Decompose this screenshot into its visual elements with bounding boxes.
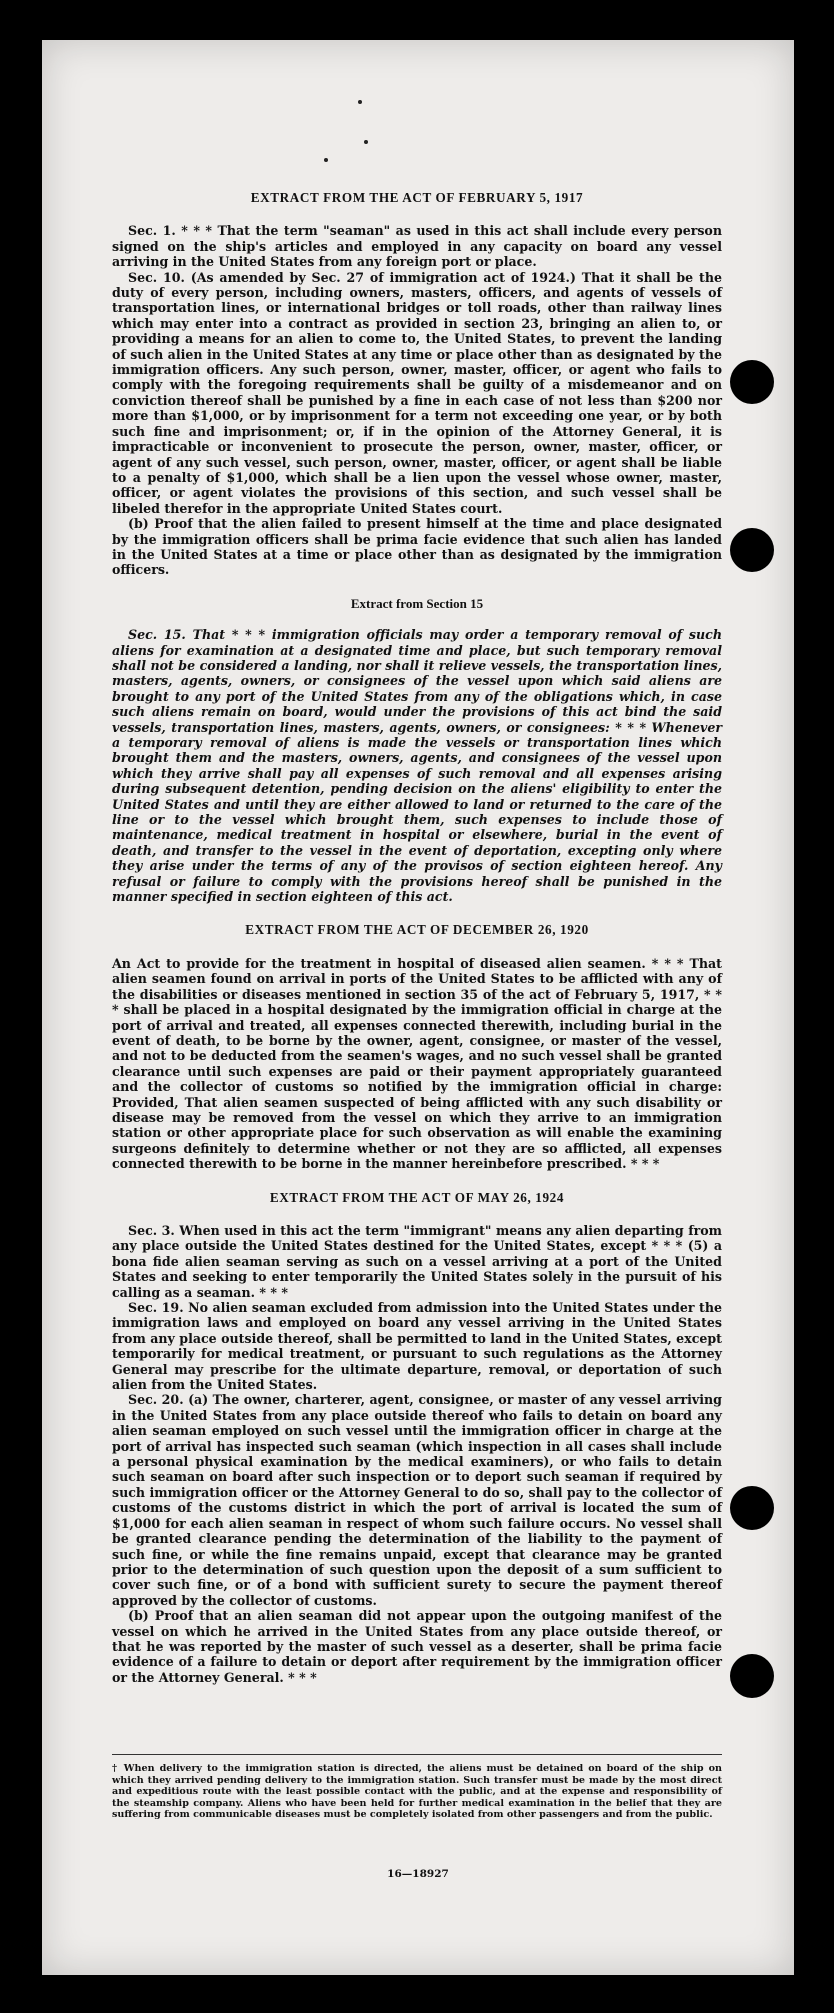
punch-hole [730,1654,774,1698]
section-heading: EXTRACT FROM THE ACT OF FEBRUARY 5, 1917 [250,190,584,205]
bleed-through-text [564,58,714,148]
section-heading: Extract from Section 15 [350,595,484,611]
paragraph: (b) Proof that an alien seaman did not appear upon the outgoing manifest of the vessel on which he arrived in the United States from any place outside thereof, or that he was reported by the master of such vessel as a deserter, shall be prima facie evidence of a failure to detain or deport after requirement by the immigration officer or the Attorney General. * * * [112,1608,722,1685]
document-page [42,40,794,1975]
punch-hole [730,1486,774,1530]
footnote: † When delivery to the immigration station is directed, the aliens must be detained on board of the ship on which they arrived pending delivery to the immigration station. Such transfer must be made by the most direct and expeditious route with the least possible contact with the public, and at the expense and responsibility of the steamship company. Aliens who have been held for further medical examination in the belief that they are suffering from communicable diseases must be completely isolated from other passengers and from the public. [112,1754,722,1821]
punch-hole [730,528,774,572]
speck [358,100,362,104]
section-heading: EXTRACT FROM THE ACT OF DECEMBER 26, 1920 [245,922,589,938]
section-act-1917 [112,190,722,578]
paragraph: (b) Proof that the alien failed to present himself at the time and place designated by the immigration officers shall be prima facie evidence that such alien has landed in the United States at a time or place other than as designated by the immigration officers. [112,516,722,578]
document-body [112,190,722,1691]
section-act-1920 [112,922,722,1171]
speck [364,140,368,144]
paragraph: Sec. 1. * * * That the term "seaman" as used in this act shall include every person signed on the ship's articles and employed in any capacity on board any vessel arriving in the United States from any foreign port or place. [112,223,722,270]
paragraph: Sec. 10. (As amended by Sec. 27 of immigration act of 1924.) That it shall be the duty of every person, including owners, masters, officers, and agents of vessels of transportation lines, or international bridges or toll roads, other than railway lines which may enter into a contract as provided in section 23, bringing an alien to, or providing a means for an alien to come to, the United States, to prevent the landing of such alien in the United States at any time or place other than as designated by the immigration officers. Any such person, owner, master, officer, or agent who fails to comply with the foregoing requirements shall be guilty of a misdemeanor and on conviction thereof shall be punished by a fine in each case of not less than $200 nor more than $1,000, or by imprisonment for a term not exceeding one year, or by both such fine and imprisonment; or, if in the opinion of the Attorney General, it is impracticable or inconvenient to prosecute the person, owner, master, officer, or agent of any such vessel, such person, owner, master, officer, or agent shall be liable to a penalty of $1,000, which shall be a lien upon the vessel whose owner, master, officer, or agent violates the provisions of this section, and such vessel shall be libeled therefor in the appropriate United States court. [112,269,722,516]
paragraph: Sec. 19. No alien seaman excluded from admission into the United States under the immigration laws and employed on board any vessel arriving in the United States from any place outside thereof, shall be permitted to land in the United States, except temporarily for medical treatment, or pursuant to such regulations as the Attorney General may prescribe for the ultimate departure, removal, or deportation of such alien from the United States. [112,1300,722,1393]
paragraph: Sec. 15. That * * * immigration officials may order a temporary removal of such aliens for examination at a designated time and place, but such temporary removal shall not be considered a landing, nor shall it relieve vessels, the transportation lines, masters, agents, owners, or consignees of the vessel upon which said aliens are brought to any port of the United States from any of the obligations which, in case such aliens remain on board, would under the provisions of this act bind the said vessels, transportation lines, masters, agents, owners, or consignees: * * * Whenever a temporary removal of aliens is made the vessels or transportation lines which brought them and the masters, owners, agents, and consignees of the vessel upon which they arrive shall pay all expenses of such removal and all expenses arising during subsequent detention, pending decision on the aliens' eligibility to enter the United States and until they are either allowed to land or returned to the care of the line or to the vessel which brought them, such expenses to include those of maintenance, medical treatment in hospital or elsewhere, burial in the event of death, and transfer to the vessel in the event of deportation, excepting only where they arise under the terms of any of the provisos of section eighteen hereof. Any refusal or failure to comply with the provisions hereof shall be punished in the manner specified in section eighteen of this act. [112,627,722,905]
speck [324,158,328,162]
section-heading: EXTRACT FROM THE ACT OF MAY 26, 1924 [269,1189,565,1205]
punch-hole [730,360,774,404]
paragraph: Sec. 3. When used in this act the term "immigrant" means any alien departing from any place outside the United States destined for the United States, except * * * (5) a bona fide alien seaman serving as such on a vessel arriving at a port of the United States and seeking to enter temporarily the United States solely in the pursuit of his calling as a seaman. * * * [112,1222,722,1300]
paragraph: An Act to provide for the treatment in hospital of diseased alien seamen. * * * That alien seamen found on arrival in ports of the United States to be afflicted with any of the disabilities or diseases mentioned in section 35 of the act of February 5, 1917, * * * shall be placed in a hospital designated by the immigration official in charge at the port of arrival and treated, all expenses connected therewith, including burial in the event of death, to be borne by the owner, agent, consignee, or master of the vessel, and not to be deducted from the seamen's wages, and no such vessel shall be granted clearance until such expenses are paid or their payment appropriately guaranteed and the collector of customs so notified by the immigration official in charge: Provided, That alien seamen suspected of being afflicted with any such disability or disease may be removed from the vessel on which they arrive to an immigration station or other appropriate place for such observation as will enable the examining surgeons definitely to determine whether or not they are so afflicted, all expenses connected therewith to be borne in the manner hereinbefore prescribed. * * * [112,955,722,1172]
section-extract-15 [112,596,722,905]
section-act-1924 [112,1190,722,1686]
paragraph: Sec. 20. (a) The owner, charterer, agent, consignee, or master of any vessel arriving in the United States from any place outside thereof who fails to detain on board any alien seaman employed on such vessel until the immigration officer in charge at the port of arrival has inspected such seaman (which inspection in all cases shall include a personal physical examination by the medical examiners), or who fails to detain such seaman on board after such inspection or to deport such seaman if required by such immigration officer or the Attorney General to do so, shall pay to the collector of customs of the customs district in which the port of arrival is located the sum of $1,000 for each alien seaman in respect of whom such failure occurs. No vessel shall be granted clearance pending the determination of the liability to the payment of such fine, or while the fine remains unpaid, except that clearance may be granted prior to the determination of such question upon the deposit of a sum sufficient to cover such fine, or of a bond with sufficient surety to secure the payment thereof approved by the collector of customs. [112,1392,722,1608]
form-number: 16—18927 [387,1868,449,1880]
